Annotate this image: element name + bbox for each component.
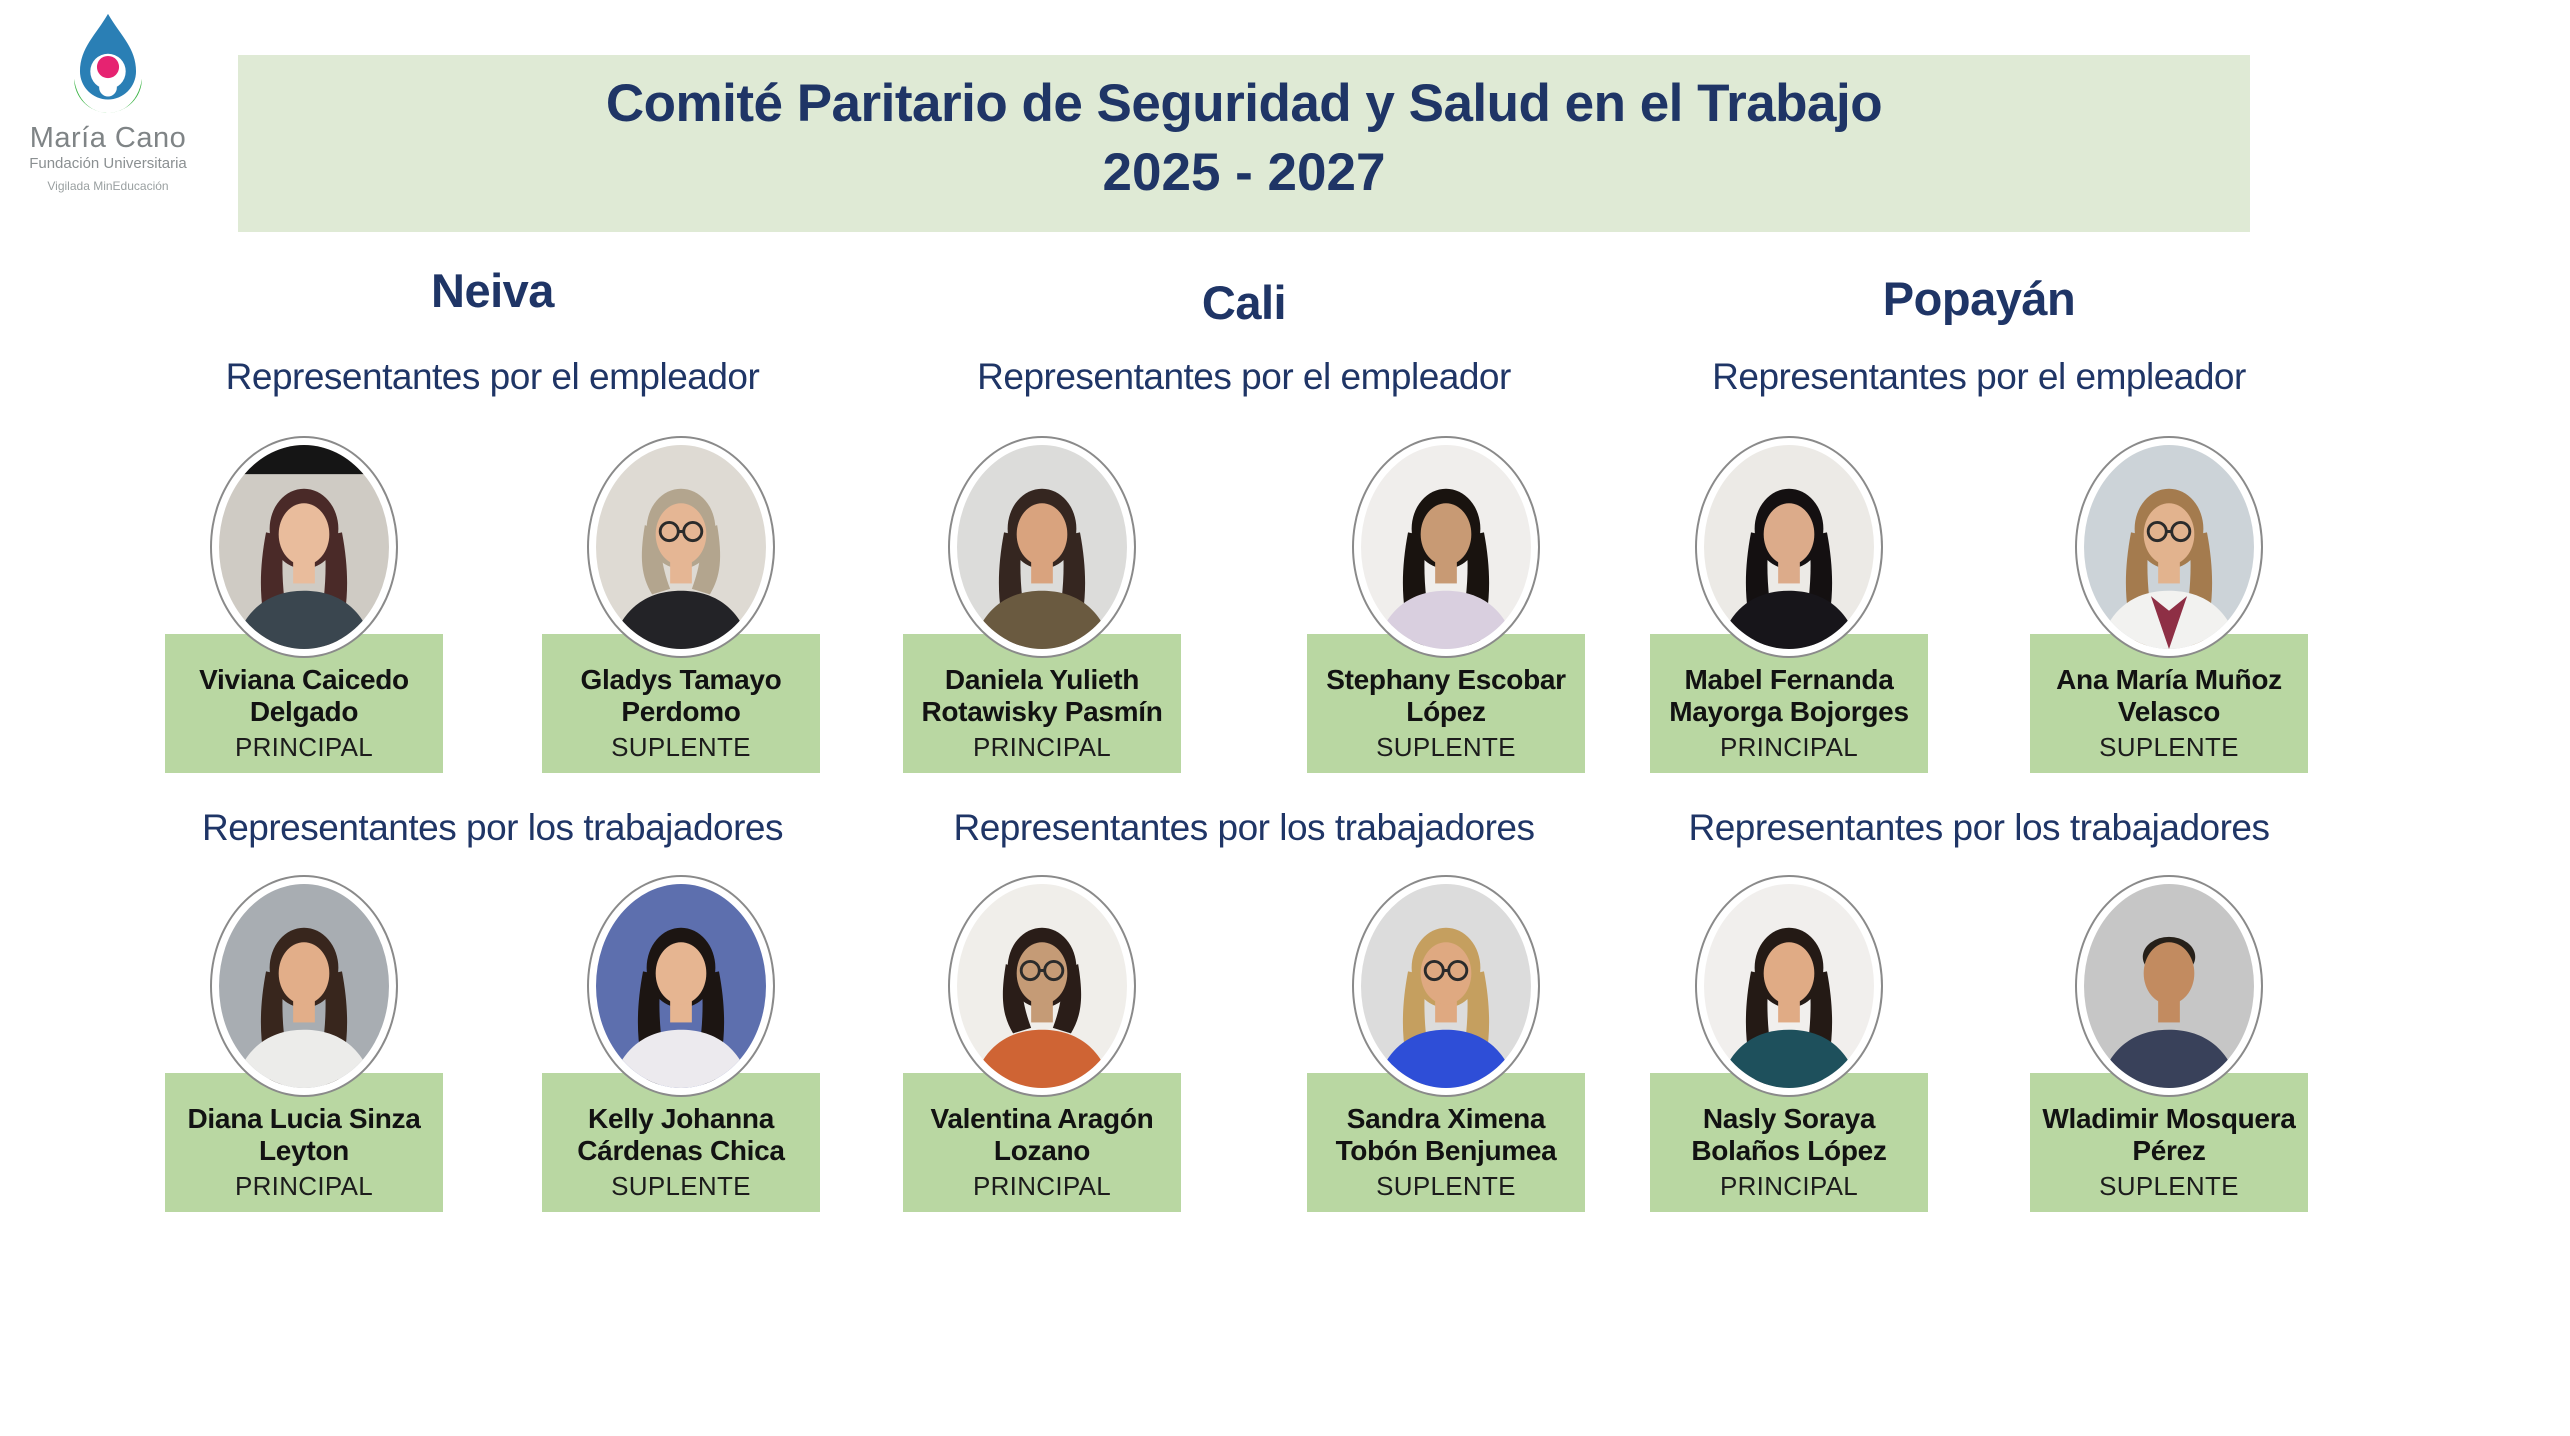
person-photo [587,875,775,1097]
person-photo-image [1361,445,1531,649]
person-photo-image [596,884,766,1088]
logo-footnote: Vigilada MinEducación [47,179,169,193]
logo-subtitle: Fundación Universitaria [29,155,187,172]
university-logo-icon [49,8,167,126]
person-name: Ana María Muñoz Velasco [2056,664,2282,727]
person-role: PRINCIPAL [972,1170,1112,1201]
person-photo-image [1704,884,1874,1088]
person-photo [948,875,1136,1097]
logo-name: María Cano [29,122,187,154]
person-name: Valentina Aragón Lozano [930,1102,1154,1166]
person-name: Stephany Escobar López [1326,664,1566,727]
person-photo-image [219,884,389,1088]
person-photo [210,436,398,658]
column-cali [903,262,1585,1212]
person-role: SUPLENTE [611,1170,751,1201]
person-role: SUPLENTE [1376,1170,1516,1201]
people-row [1650,875,2308,1212]
people-row [165,436,820,773]
person-role: SUPLENTE [2099,1170,2239,1201]
person-photo-image [2084,445,2254,649]
person-photo [1695,875,1883,1097]
person-card [542,875,820,1212]
people-row [903,436,1585,773]
person-role: SUPLENTE [611,731,751,762]
person-name: Daniela Yulieth Rotawisky Pasmín [921,664,1163,727]
person-photo-image [1361,884,1531,1088]
person-name: Wladimir Mosquera Pérez [2042,1102,2296,1166]
city-header: Popayán [1882,272,2076,325]
person-card [1650,875,1928,1212]
person-name: Diana Lucia Sinza Leyton [187,1102,421,1166]
person-role: PRINCIPAL [234,731,374,762]
person-name: Viviana Caicedo Delgado [199,664,409,727]
person-role: SUPLENTE [2099,731,2239,762]
person-name: Kelly Johanna Cárdenas Chica [577,1102,785,1166]
person-photo [948,436,1136,658]
person-photo-image [219,445,389,649]
people-row [1650,436,2308,773]
person-card [2030,875,2308,1212]
person-name: Gladys Tamayo Perdomo [580,664,782,727]
title-banner [238,55,2250,232]
person-photo-image [596,445,766,649]
person-photo [2075,436,2263,658]
person-photo [1352,436,1540,658]
person-name: Nasly Soraya Bolaños López [1691,1102,1887,1166]
people-row [903,875,1585,1212]
person-role: PRINCIPAL [972,731,1112,762]
person-card [1307,875,1585,1212]
person-photo [210,875,398,1097]
group-heading: Representantes por los trabajadores [201,806,784,848]
person-card [165,875,443,1212]
person-card [2030,436,2308,773]
person-role: PRINCIPAL [1719,1170,1859,1201]
person-photo-image [2084,884,2254,1088]
column-neiva [165,262,820,1212]
person-photo-image [1704,445,1874,649]
group-heading: Representantes por el empleador [225,356,760,397]
person-card [1307,436,1585,773]
group-heading: Representantes por el empleador [977,356,1511,397]
person-role: PRINCIPAL [234,1170,374,1201]
group-heading: Representantes por el empleador [1712,356,2246,397]
page-title-line1: Comité Paritario de Seguridad y Salud en el Trabajo [605,74,1883,133]
group-heading: Representantes por los trabajadores [1688,806,2270,848]
person-role: PRINCIPAL [1719,731,1859,762]
person-photo [587,436,775,658]
person-card [542,436,820,773]
person-card [903,875,1181,1212]
person-card [903,436,1181,773]
person-photo [2075,875,2263,1097]
university-logo [18,8,198,193]
person-photo [1695,436,1883,658]
group-heading: Representantes por los trabajadores [953,806,1535,848]
person-card [1650,436,1928,773]
city-header: Cali [1201,276,1287,329]
city-header: Neiva [431,264,554,317]
person-photo [1352,875,1540,1097]
person-name: Sandra Ximena Tobón Benjumea [1335,1102,1557,1166]
column-popayan [1650,262,2308,1212]
page-title-line2: 2025 - 2027 [1102,143,1386,202]
person-photo-image [957,445,1127,649]
person-card [165,436,443,773]
person-photo-image [957,884,1127,1088]
person-role: SUPLENTE [1376,731,1516,762]
person-name: Mabel Fernanda Mayorga Bojorges [1669,664,1909,727]
people-row [165,875,820,1212]
